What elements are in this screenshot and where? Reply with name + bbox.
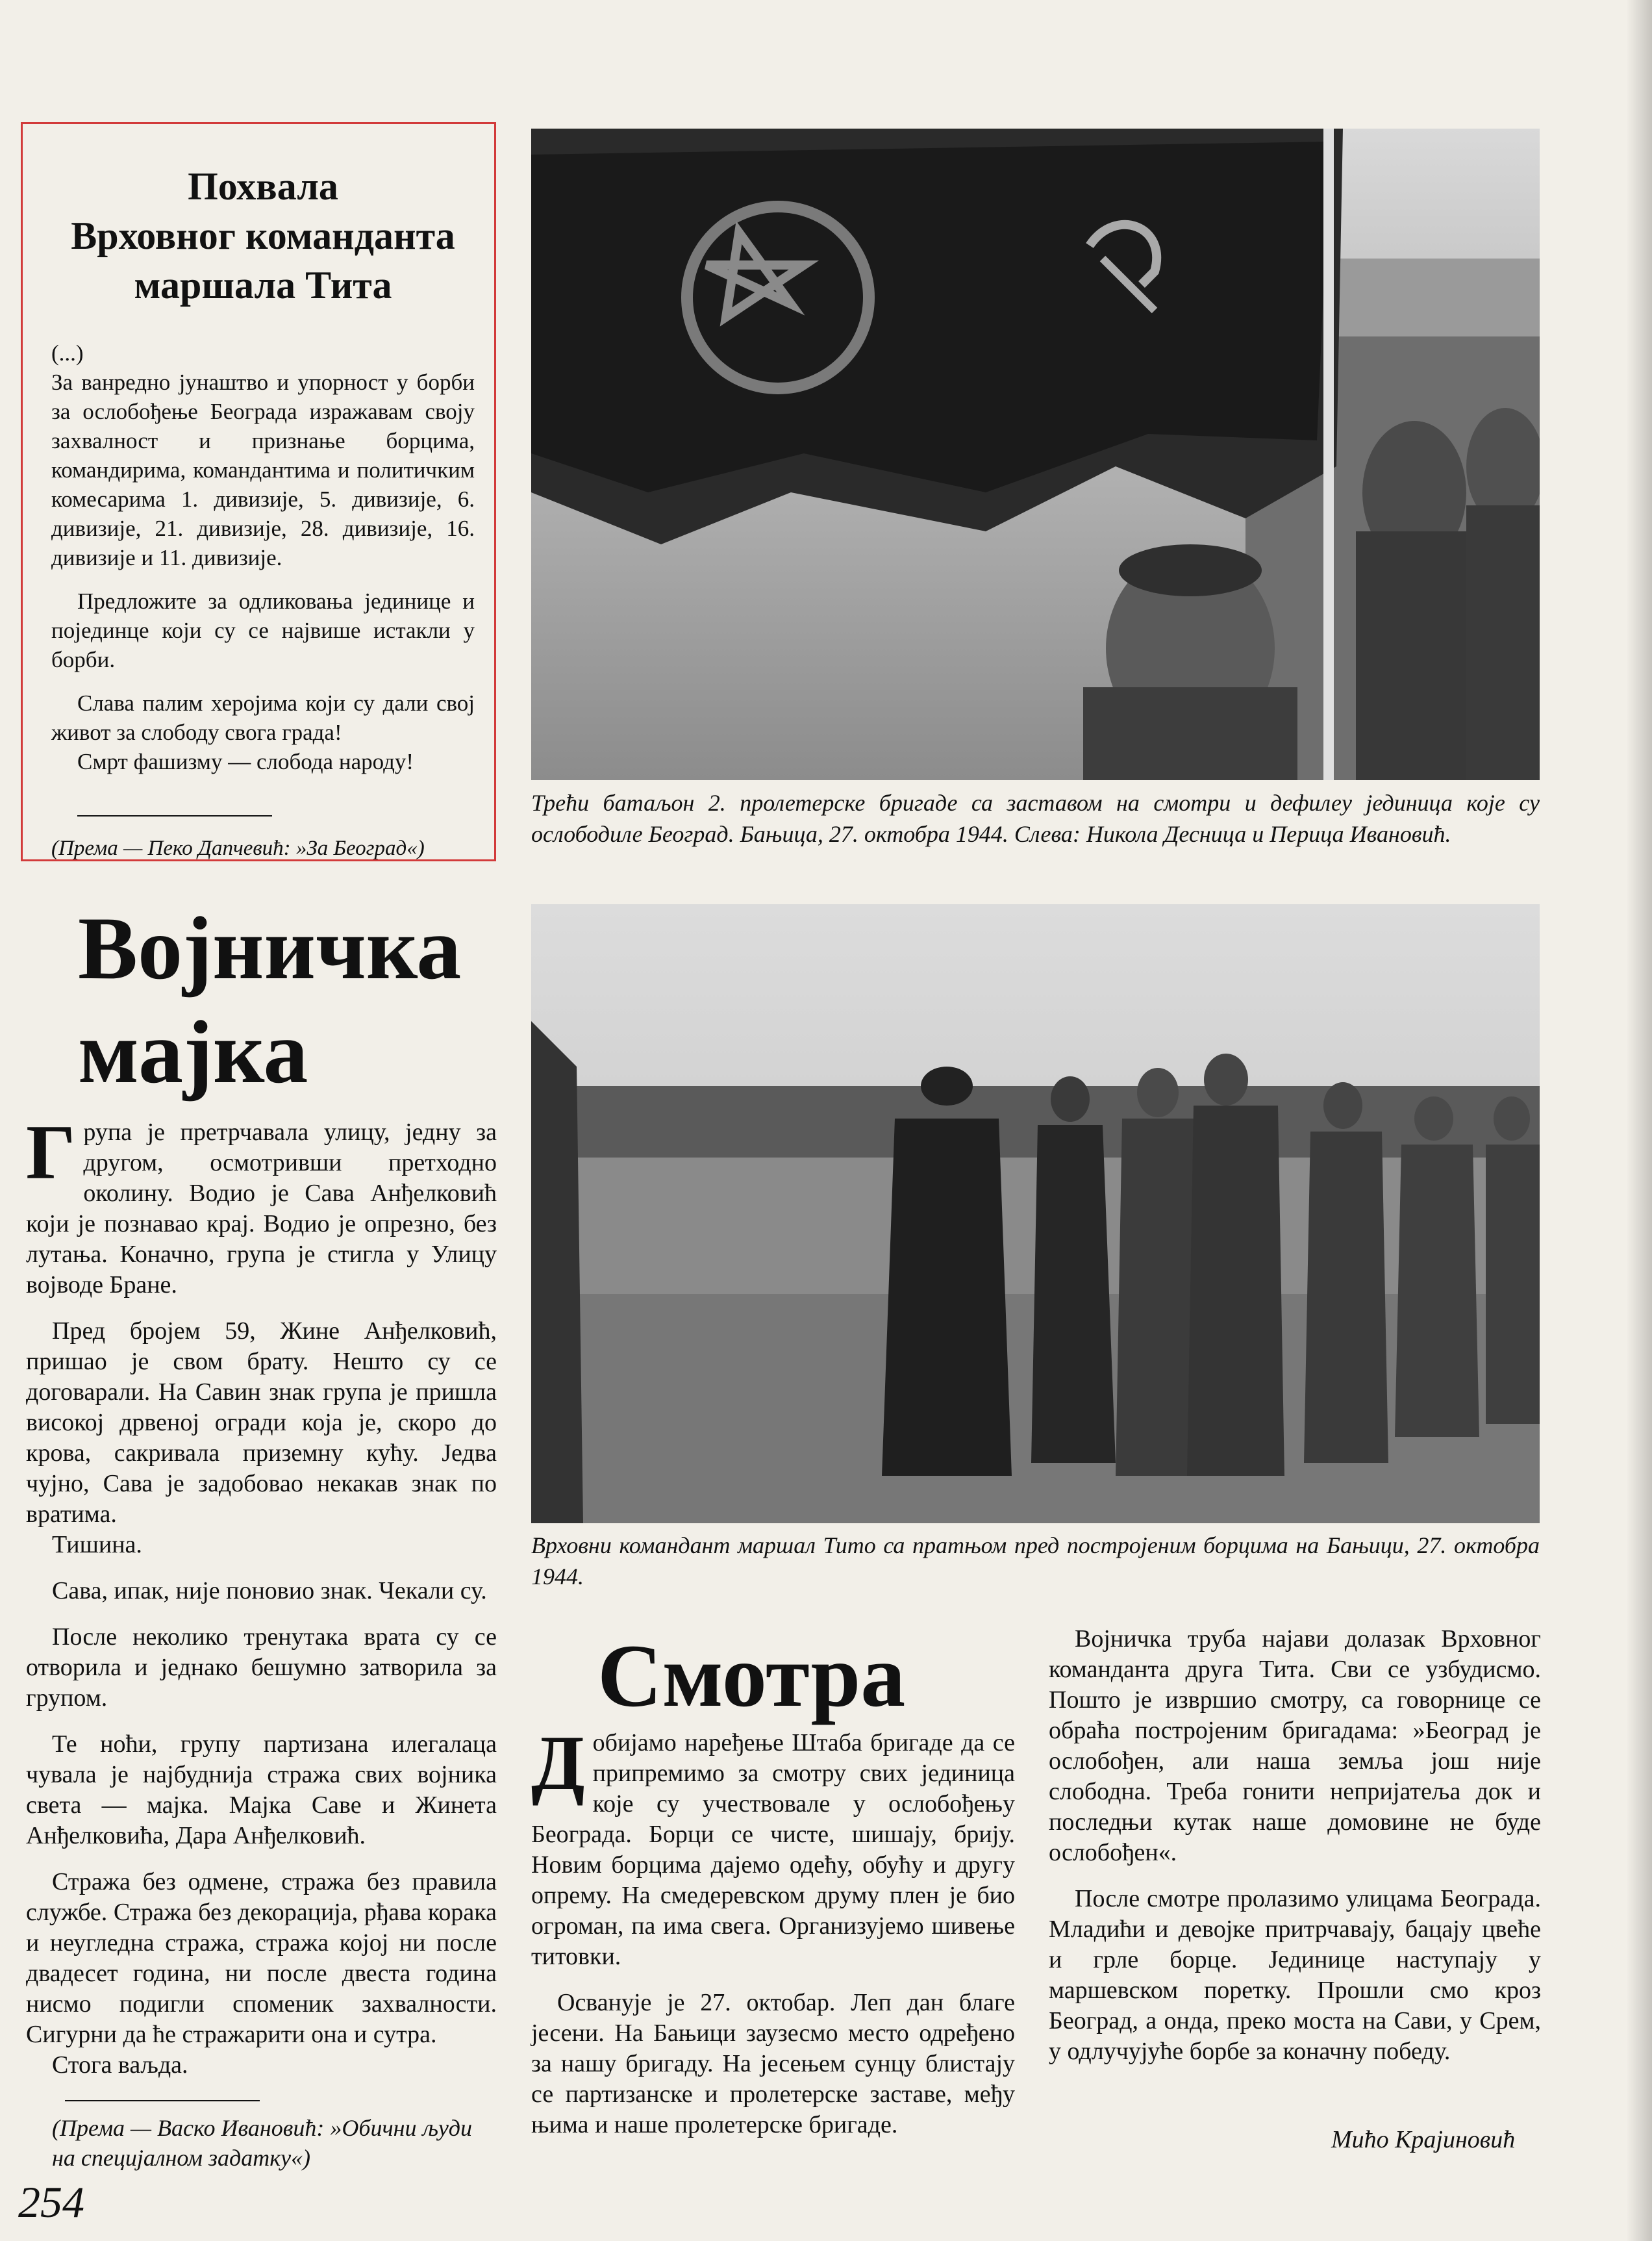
article-paragraph: Војничка труба најави долазак Врховног команданта друга Тита. Сви се узбудисмо. Пошто је извршио смотру, са говорнице се обраћа постројеним бригадама: »Београд је ослобођен, али наша земља још није слободна. Треба гонити непријатеља док и последњи кутак наше домовине не буде ослобођен«. xyxy=(1049,1625,1541,1866)
praise-title-line: маршала Тита xyxy=(134,264,392,307)
praise-title-line: Похвала xyxy=(188,165,338,208)
article-title-vojnicka-majka xyxy=(78,896,461,1104)
article-title-smotra: Смотра xyxy=(597,1626,906,1725)
article-paragraph: Тишина. xyxy=(52,1531,142,1558)
praise-title-line: Врховног команданта xyxy=(71,214,455,257)
article-paragraph: Сава, ипак, није поновио знак. Чекали су. xyxy=(52,1577,487,1604)
praise-ellipsis: (...) xyxy=(51,340,84,366)
article-right-column-2 xyxy=(1049,1624,1541,2083)
article-paragraph: Пред бројем 59, Жине Анђелковић, пришао је свом брату. Нешто су се договарали. На Савин знак група је пришла високој дрвеној огради која је, скоро до крова, сакривала приземну кућу. Једва чујно, Сава је задобовао некакав знак по вратима. xyxy=(26,1317,497,1528)
source-divider xyxy=(77,815,272,817)
article-title-line: Војничка xyxy=(78,898,462,998)
article-paragraph: Група је претрчавала улицу, једну за другом, осмотривши претходно околину. Водио је Сава Анђелковић који је познавао крај. Водио је опрезно, без лутања. Коначно, група је стигла у Улицу војводе Бране. xyxy=(26,1109,497,1298)
page-edge-shadow xyxy=(1626,0,1652,2241)
praise-paragraph: За ванредно јунаштво и упорност у борби за ослобођење Београда изражавам своју захвалност и признање борцима, командирима, командантима и политичким комесарима 1. дивизије, 5. дивизије, 6. дивизије, 21. дивизије, 28. дивизије, 16. дивизије и 11. дивизије. xyxy=(51,370,475,570)
photo-flag-battalion xyxy=(531,129,1540,780)
drop-cap: Д xyxy=(531,1719,585,1806)
article-left-body xyxy=(26,1109,497,2173)
article-paragraph: Те ноћи, групу партизана илегалаца чувала је најбуднија стража свих војника света — мајка. Мајка Саве и Жинета Анђелковића, Дара Анђелковић. xyxy=(26,1730,497,1849)
praise-text xyxy=(51,338,475,776)
photo-flag-image xyxy=(531,129,1540,780)
praise-paragraph: Смрт фашизму — слобода народу! xyxy=(77,749,414,774)
drop-cap: Г xyxy=(26,1109,76,1195)
photo-caption: Трећи батаљон 2. пролетерске бригаде са заставом на смотри и дефилеу јединица које су ослободиле Београд. Бањица, 27. октобра 1944. Слева: Никола Десница и Перица Ивановић. xyxy=(531,790,1540,847)
article-title-line: мајка xyxy=(78,1002,308,1102)
article-signature: Мићо Крајиновић xyxy=(1331,2126,1516,2153)
praise-source: (Према — Пеко Дапчевић: »За Београд«) xyxy=(51,837,425,860)
praise-paragraph: Предложите за одликовања јединице и појединце који су се највише истакли у борби. xyxy=(51,589,475,672)
footnote-divider xyxy=(65,2100,260,2101)
article-paragraph: После неколико тренутака врата су се отворила и једнако бешумно затворила за групом. xyxy=(26,1623,497,1712)
article-paragraph: Добијамо наређење Штаба бригаде да се припремимо за смотру свих јединица које су учествовале у ослобођењу Београда. Борци се чисте, шишају, брију. Новим борцима дајемо одећу, обућу и другу опрему. На смедеревском друму плен је био огроман, па има свега. Организујемо шивење титовки. xyxy=(531,1719,1015,1970)
article-paragraph: Осванујe је 27. октобар. Леп дан благе јесени. На Бањици заузесмо место одређено за нашу бригаду. На јесењем сунцу блистају се партизанске и пролетерске заставе, међу њима и наше пролетерске бригаде. xyxy=(531,1989,1015,2138)
photo-caption: Врховни командант маршал Тито са пратњом пред постројеним борцима на Бањици, 27. октобра 1944. xyxy=(531,1532,1540,1589)
article-footnote: (Према — Васко Ивановић: »Обични људи на специјалном задатку«) xyxy=(52,2115,473,2171)
page-number: 254 xyxy=(18,2177,84,2227)
article-paragraph: После смотре пролазимо улицама Београда. Младићи и девојке притрчавају, бацају цвеће и грле борце. Јединице наступају у маршевском поретку. Прошли смо кроз Београд, а онда, преко моста на Сави, у Срем, у одлучујуће борбе за коначну победу. xyxy=(1049,1885,1541,2065)
article-paragraph: Стога ваљда. xyxy=(52,2051,188,2079)
article-paragraph: Стража без одмене, стража без правила службе. Стража без декорација, рђава корака и неугледна стража, стража којој ни после двадесет година, ни после двеста година нисмо подигли споменик захвалности. Сигурни да ће стражарити она и сутра. xyxy=(26,1868,497,2048)
praise-title xyxy=(51,162,475,310)
photo-review-image xyxy=(531,904,1540,1523)
article-right-column-1 xyxy=(531,1719,1015,2156)
photo-tito-review xyxy=(531,904,1540,1523)
praise-paragraph: Слава палим херојима који су дали свој живот за слободу свога града! xyxy=(51,690,475,745)
praise-box xyxy=(21,122,496,861)
